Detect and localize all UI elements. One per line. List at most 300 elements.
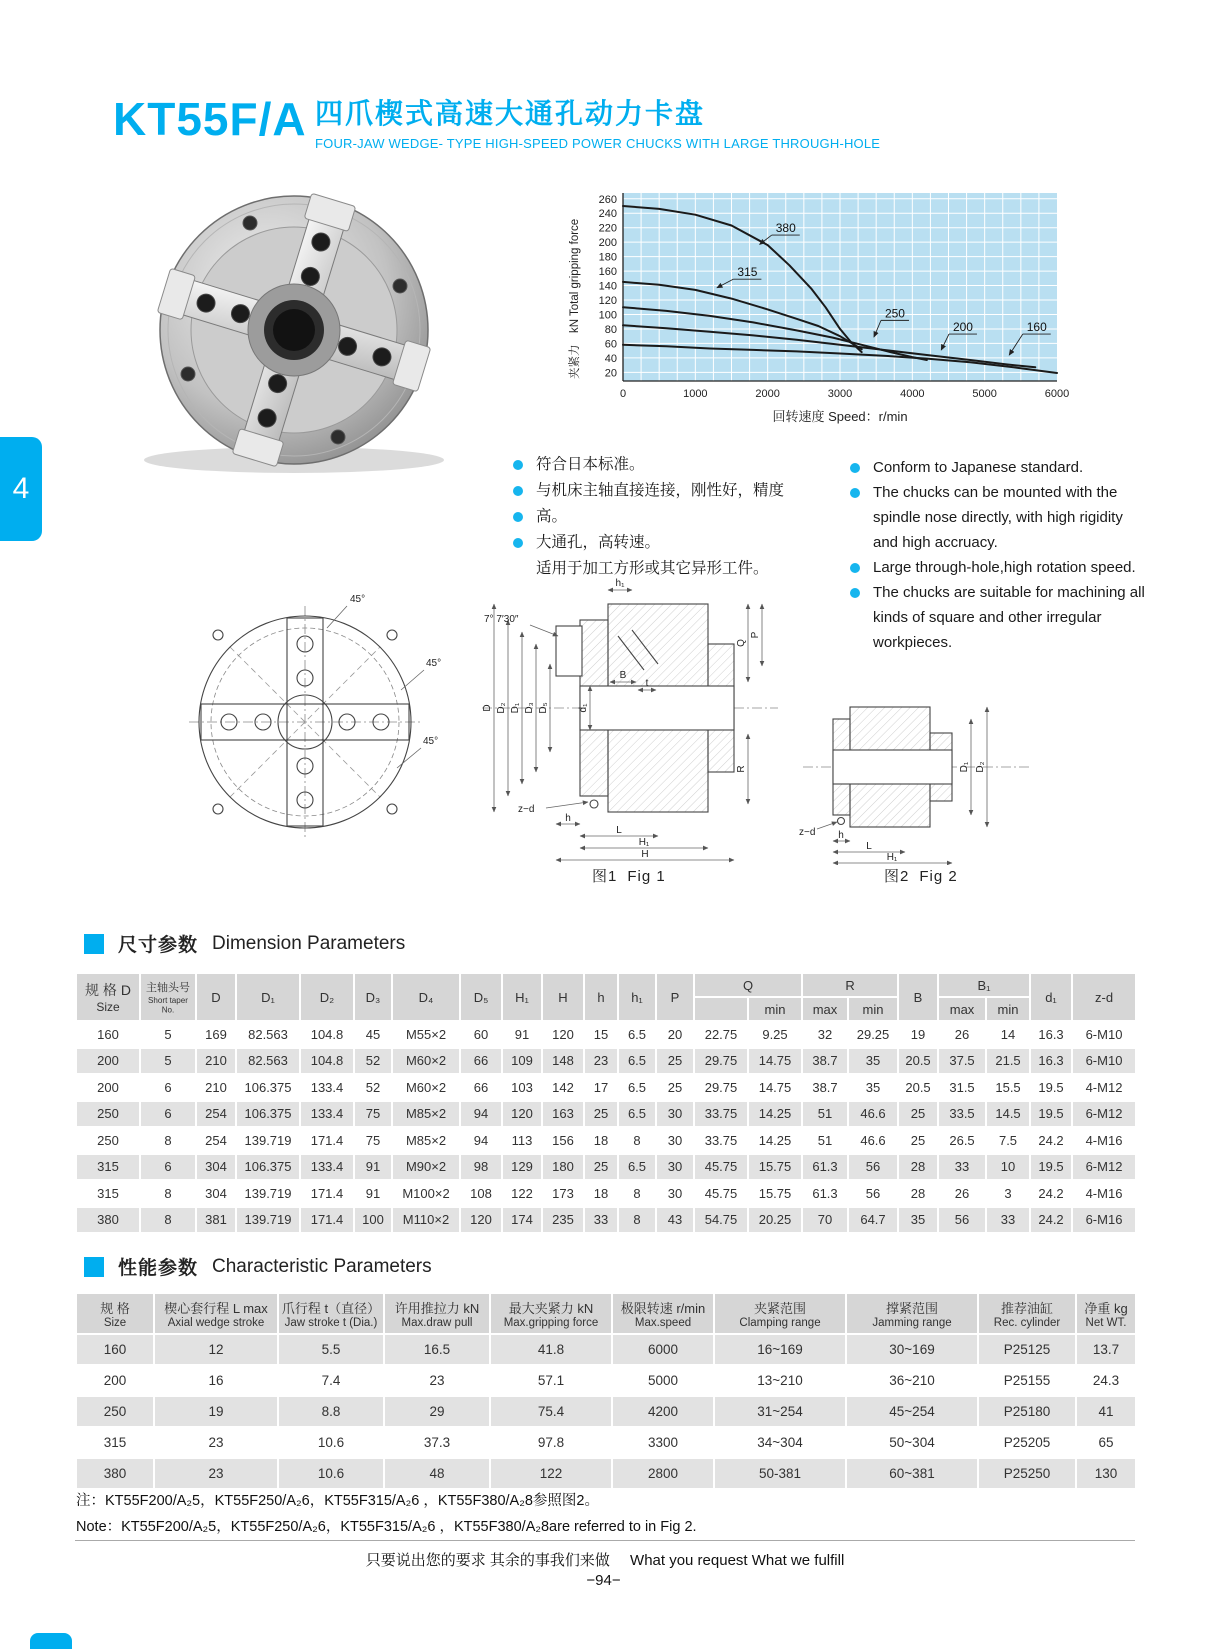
cell: 104.8 xyxy=(300,1021,354,1048)
cell: 18 xyxy=(584,1127,618,1154)
col-taper: 主轴头号 Short taper No. xyxy=(140,973,196,1021)
table-row xyxy=(76,1048,1136,1075)
cell: 180 xyxy=(542,1154,584,1181)
cell: 25 xyxy=(898,1127,938,1154)
page-number: −94− xyxy=(586,1572,621,1589)
cell: 31.5 xyxy=(938,1074,986,1101)
col-D5: D₅ xyxy=(460,973,502,1021)
cell: 50-381 xyxy=(714,1458,846,1489)
cell: 4-M16 xyxy=(1072,1180,1136,1207)
section-square-icon xyxy=(84,934,104,954)
fig1-D1: D₁ xyxy=(510,702,521,714)
feature-text: 适用于加工方形或其它异形工件。 xyxy=(536,560,769,577)
cell: 41 xyxy=(1076,1396,1136,1427)
col-D: D xyxy=(196,973,236,1021)
svg-text:250: 250 xyxy=(884,306,905,321)
column-header: 净重 kg Net WT. xyxy=(1076,1293,1136,1334)
cell: 60~381 xyxy=(846,1458,978,1489)
column-header: 楔心套行程 L max Axial wedge stroke xyxy=(154,1293,278,1334)
cell: 16.3 xyxy=(1030,1021,1072,1048)
col-B: B xyxy=(898,973,938,1021)
column-header: 许用推拉力 kN Max.draw pull xyxy=(384,1293,490,1334)
cell: 15.5 xyxy=(986,1074,1030,1101)
fig1-caption xyxy=(592,865,676,886)
svg-text:380: 380 xyxy=(775,221,796,236)
cell: 13~210 xyxy=(714,1365,846,1396)
fig2-L: L xyxy=(866,841,872,852)
cell: P25250 xyxy=(978,1458,1076,1489)
cell: 6.5 xyxy=(618,1021,656,1048)
cell: 46.6 xyxy=(848,1127,898,1154)
column-header: 最大夹紧力 kN Max.gripping force xyxy=(490,1293,612,1334)
cell: 35 xyxy=(848,1074,898,1101)
cell: 29.75 xyxy=(694,1048,748,1075)
note-cn: 注：KT55F200/A₂5，KT55F250/A₂6，KT55F315/A₂6 ，KT55F380/A₂8参照图2。 xyxy=(76,1493,599,1509)
cell: M90×2 xyxy=(392,1154,460,1181)
cell: 75 xyxy=(354,1101,392,1128)
cell: 30 xyxy=(656,1101,694,1128)
cell: 10.6 xyxy=(278,1427,384,1458)
cell: 18 xyxy=(584,1180,618,1207)
feature-item xyxy=(850,555,1145,580)
cell: 37.3 xyxy=(384,1427,490,1458)
fig2-h: h xyxy=(838,830,844,841)
cell: 5.5 xyxy=(278,1334,384,1365)
table-row xyxy=(76,1427,1136,1458)
table-row xyxy=(76,1101,1136,1128)
cell: 20.5 xyxy=(898,1074,938,1101)
cell: 6-M12 xyxy=(1072,1154,1136,1181)
chuck-image xyxy=(118,190,470,480)
cell: 25 xyxy=(898,1101,938,1128)
fig1-D2: D₂ xyxy=(496,702,507,714)
cell: 60 xyxy=(460,1021,502,1048)
cell: M60×2 xyxy=(392,1074,460,1101)
cell: 156 xyxy=(542,1127,584,1154)
svg-text:1000: 1000 xyxy=(683,388,708,400)
fig1-H: H xyxy=(641,849,649,860)
cell: 160 xyxy=(76,1021,140,1048)
cell: 45.75 xyxy=(694,1154,748,1181)
cell: 41.8 xyxy=(490,1334,612,1365)
cell: 54.75 xyxy=(694,1207,748,1234)
cell: 65 xyxy=(1076,1427,1136,1458)
cell: 200 xyxy=(76,1048,140,1075)
col-Q-group: Q xyxy=(694,973,802,997)
cell: 20.25 xyxy=(748,1207,802,1234)
feature-text: The chucks are suitable for machining all kinds of square and other irregular workpieces. xyxy=(873,584,1145,651)
cell: 7.5 xyxy=(986,1127,1030,1154)
fig1-angle: 7° 7′30″ xyxy=(484,614,519,625)
cell: 35 xyxy=(898,1207,938,1234)
cell: 25 xyxy=(656,1074,694,1101)
cell: 28 xyxy=(898,1180,938,1207)
cell: 14.25 xyxy=(748,1101,802,1128)
column-header: 规 格 Size xyxy=(76,1293,154,1334)
cell: 139.719 xyxy=(236,1127,300,1154)
cell: 82.563 xyxy=(236,1021,300,1048)
bullet-icon xyxy=(850,563,860,573)
cell: 14.75 xyxy=(748,1048,802,1075)
cell: 45~254 xyxy=(846,1396,978,1427)
cell: M85×2 xyxy=(392,1101,460,1128)
svg-text:160: 160 xyxy=(598,266,617,279)
feature-list-cn xyxy=(513,452,849,582)
cell: 29 xyxy=(384,1396,490,1427)
col-P: P xyxy=(656,973,694,1021)
bottom-corner-tab xyxy=(30,1633,72,1649)
cell: 23 xyxy=(384,1365,490,1396)
cell: 200 xyxy=(76,1365,154,1396)
cell: 26 xyxy=(938,1021,986,1048)
cell: 6-M12 xyxy=(1072,1101,1136,1128)
cell: 169 xyxy=(196,1021,236,1048)
angle-label-2: 45° xyxy=(426,658,442,669)
bullet-icon xyxy=(513,486,523,496)
cell: 142 xyxy=(542,1074,584,1101)
cell: 12 xyxy=(154,1334,278,1365)
cell: 100 xyxy=(354,1207,392,1234)
cell: 25 xyxy=(584,1154,618,1181)
col-D3: D₃ xyxy=(354,973,392,1021)
cell: 37.5 xyxy=(938,1048,986,1075)
feature-item xyxy=(513,530,849,556)
cell: 56 xyxy=(848,1180,898,1207)
cell: 250 xyxy=(76,1127,140,1154)
cell: 23 xyxy=(584,1048,618,1075)
cell: 133.4 xyxy=(300,1154,354,1181)
table-row xyxy=(76,1334,1136,1365)
cell: 129 xyxy=(502,1154,542,1181)
cell: 304 xyxy=(196,1180,236,1207)
feature-item xyxy=(850,455,1145,480)
title-chinese: 四爪楔式高速大通孔动力卡盘 xyxy=(315,98,706,129)
col-B1-max: max xyxy=(938,997,986,1021)
cell: 38.7 xyxy=(802,1048,848,1075)
cell: 250 xyxy=(76,1396,154,1427)
page-title xyxy=(315,92,880,151)
cell: 33.75 xyxy=(694,1127,748,1154)
svg-text:2000: 2000 xyxy=(755,388,780,400)
cell: 14.5 xyxy=(986,1101,1030,1128)
cell: 6 xyxy=(140,1154,196,1181)
feature-text: 与机床主轴直接连接，刚性好，精度 xyxy=(536,482,785,499)
cell: 8 xyxy=(140,1127,196,1154)
cell: P25205 xyxy=(978,1427,1076,1458)
col-H: H xyxy=(542,973,584,1021)
cell: 120 xyxy=(460,1207,502,1234)
x-axis-label: 回转速度 Speed：r/min xyxy=(772,409,908,424)
table-row xyxy=(76,1458,1136,1489)
svg-text:0: 0 xyxy=(619,388,627,400)
col-H1: H₁ xyxy=(502,973,542,1021)
svg-text:80: 80 xyxy=(604,323,617,336)
fig2-caption-en: Fig 2 xyxy=(919,868,958,885)
cell: 120 xyxy=(502,1101,542,1128)
fig1-D3: D₃ xyxy=(524,702,535,714)
svg-text:200: 200 xyxy=(952,320,973,335)
dimension-title-cn: 尺寸参数 xyxy=(118,935,199,956)
cell: 315 xyxy=(76,1154,140,1181)
feature-list-en xyxy=(850,455,1145,655)
fig1-h: h xyxy=(565,813,571,824)
cell: 4-M16 xyxy=(1072,1127,1136,1154)
svg-text:20: 20 xyxy=(604,367,617,380)
col-R-group: R xyxy=(802,973,898,997)
cell: 10 xyxy=(986,1154,1030,1181)
cell: 139.719 xyxy=(236,1207,300,1234)
fig1-H1: H₁ xyxy=(638,837,650,848)
cell: 14.25 xyxy=(748,1127,802,1154)
fig1-D5: D₅ xyxy=(538,702,549,714)
col-B1-min: min xyxy=(986,997,1030,1021)
front-view-drawing xyxy=(175,572,455,867)
fig2-H1: H₁ xyxy=(886,852,898,863)
cell: 66 xyxy=(460,1048,502,1075)
svg-text:3000: 3000 xyxy=(827,388,853,400)
bullet-icon xyxy=(513,512,523,522)
svg-text:160: 160 xyxy=(1026,320,1047,335)
cell: 15.75 xyxy=(748,1154,802,1181)
cell: 64.7 xyxy=(848,1207,898,1234)
cell: M55×2 xyxy=(392,1021,460,1048)
column-header: 夹紧范围 Clamping range xyxy=(714,1293,846,1334)
cell: 26 xyxy=(938,1180,986,1207)
col-D2: D₂ xyxy=(300,973,354,1021)
cell: 7.4 xyxy=(278,1365,384,1396)
dimension-table xyxy=(75,972,1137,1234)
cell: 16~169 xyxy=(714,1334,846,1365)
fig2-caption xyxy=(884,865,968,886)
angle-label-3: 45° xyxy=(423,736,439,747)
col-Q-blank xyxy=(694,997,748,1021)
cell: 130 xyxy=(1076,1458,1136,1489)
cell: 56 xyxy=(938,1207,986,1234)
cell: 315 xyxy=(76,1180,140,1207)
cell: M100×2 xyxy=(392,1180,460,1207)
cell: 34~304 xyxy=(714,1427,846,1458)
fig1-zd: z−d xyxy=(518,804,535,815)
cell: 91 xyxy=(354,1154,392,1181)
cell: 380 xyxy=(76,1207,140,1234)
cell: M60×2 xyxy=(392,1048,460,1075)
fig2-D1: D₁ xyxy=(959,761,970,773)
dimension-table-body xyxy=(76,1021,1136,1233)
col-Q-min: min xyxy=(748,997,802,1021)
cell: 51 xyxy=(802,1127,848,1154)
cell: 10.6 xyxy=(278,1458,384,1489)
cell: 6 xyxy=(140,1101,196,1128)
cell: P25155 xyxy=(978,1365,1076,1396)
cell: M110×2 xyxy=(392,1207,460,1234)
feature-item xyxy=(513,452,849,478)
cell: 174 xyxy=(502,1207,542,1234)
slogan-cn: 只要说出您的要求 其余的事我们来做 xyxy=(365,1552,610,1569)
cell: 22.75 xyxy=(694,1021,748,1048)
cell: 315 xyxy=(76,1427,154,1458)
cell: 70 xyxy=(802,1207,848,1234)
cell: 30 xyxy=(656,1180,694,1207)
svg-text:120: 120 xyxy=(598,295,617,308)
bullet-icon xyxy=(513,538,523,548)
cell: 171.4 xyxy=(300,1207,354,1234)
cell: 20.5 xyxy=(898,1048,938,1075)
cell: 28 xyxy=(898,1154,938,1181)
cell: 35 xyxy=(848,1048,898,1075)
bullet-icon xyxy=(850,463,860,473)
cell: 14 xyxy=(986,1021,1030,1048)
dimension-table-header xyxy=(76,973,1136,1021)
cell: 8.8 xyxy=(278,1396,384,1427)
svg-text:200: 200 xyxy=(598,237,617,250)
svg-text:100: 100 xyxy=(598,309,617,322)
svg-text:260: 260 xyxy=(598,193,617,206)
cell: 163 xyxy=(542,1101,584,1128)
cell: 61.3 xyxy=(802,1180,848,1207)
product-photo xyxy=(118,190,470,485)
notes xyxy=(76,1488,697,1540)
svg-text:220: 220 xyxy=(598,222,617,235)
cell: 29.25 xyxy=(848,1021,898,1048)
table-row xyxy=(76,1396,1136,1427)
cell: 122 xyxy=(502,1180,542,1207)
cell: 3300 xyxy=(612,1427,714,1458)
fig1-d1s: d₁ xyxy=(578,703,589,713)
fig2-D2: D₂ xyxy=(975,761,986,773)
col-h1: h₁ xyxy=(618,973,656,1021)
cell: 19.5 xyxy=(1030,1101,1072,1128)
cell: 381 xyxy=(196,1207,236,1234)
cell: 52 xyxy=(354,1074,392,1101)
cell: 5 xyxy=(140,1021,196,1048)
characteristic-table-body xyxy=(76,1334,1136,1489)
cell: 6.5 xyxy=(618,1101,656,1128)
cell: 8 xyxy=(140,1180,196,1207)
fig1-t: t xyxy=(645,678,649,689)
table-row xyxy=(76,1365,1136,1396)
cell: 23 xyxy=(154,1427,278,1458)
table-row xyxy=(76,1074,1136,1101)
angle-label-1: 45° xyxy=(350,594,366,605)
cell: 98 xyxy=(460,1154,502,1181)
column-header: 撑紧范围 Jamming range xyxy=(846,1293,978,1334)
table-row xyxy=(76,1021,1136,1048)
cell: 75.4 xyxy=(490,1396,612,1427)
col-d1s: d₁ xyxy=(1030,973,1072,1021)
cell: 24.3 xyxy=(1076,1365,1136,1396)
cell: 45 xyxy=(354,1021,392,1048)
cell: 104.8 xyxy=(300,1048,354,1075)
table-row xyxy=(76,1154,1136,1181)
cell: 24.2 xyxy=(1030,1180,1072,1207)
cell: 254 xyxy=(196,1127,236,1154)
cell: 4200 xyxy=(612,1396,714,1427)
table-row xyxy=(76,1207,1136,1234)
cell: 6.5 xyxy=(618,1074,656,1101)
col-size: 规 格 D Size xyxy=(76,973,140,1021)
fig1-caption-cn: 图1 xyxy=(592,868,618,885)
bullet-icon xyxy=(850,488,860,498)
characteristic-section-title xyxy=(84,1253,432,1280)
cell: 4-M12 xyxy=(1072,1074,1136,1101)
cell: 48 xyxy=(384,1458,490,1489)
cell: 75 xyxy=(354,1127,392,1154)
svg-text:40: 40 xyxy=(604,352,617,365)
cell: 24.2 xyxy=(1030,1207,1072,1234)
cell: 109 xyxy=(502,1048,542,1075)
column-header: 爪行程 t（直径） Jaw stroke t (Dia.) xyxy=(278,1293,384,1334)
cell: 122 xyxy=(490,1458,612,1489)
cell: 16 xyxy=(154,1365,278,1396)
cell: 23 xyxy=(154,1458,278,1489)
cell: P25125 xyxy=(978,1334,1076,1365)
cell: 19 xyxy=(898,1021,938,1048)
fig1-B: B xyxy=(619,670,627,681)
slogan-en: What you request What we fulfill xyxy=(630,1552,845,1569)
chapter-tab: 4 xyxy=(0,437,42,541)
cell: 8 xyxy=(140,1207,196,1234)
svg-text:5000: 5000 xyxy=(972,388,997,400)
col-R-max: max xyxy=(802,997,848,1021)
cell: 9.25 xyxy=(748,1021,802,1048)
gripping-force-chart xyxy=(565,183,1070,440)
cell: 17 xyxy=(584,1074,618,1101)
cell: 46.6 xyxy=(848,1101,898,1128)
cell: 106.375 xyxy=(236,1101,300,1128)
cell: 254 xyxy=(196,1101,236,1128)
cell: 6-M16 xyxy=(1072,1207,1136,1234)
cell: 31~254 xyxy=(714,1396,846,1427)
col-D1: D₁ xyxy=(236,973,300,1021)
cell: P25180 xyxy=(978,1396,1076,1427)
cell: 30 xyxy=(656,1127,694,1154)
fig1-L: L xyxy=(616,825,622,836)
cell: 148 xyxy=(542,1048,584,1075)
cell: 235 xyxy=(542,1207,584,1234)
characteristic-title-en: Characteristic Parameters xyxy=(212,1255,432,1277)
table-row xyxy=(76,1127,1136,1154)
cell: 15 xyxy=(584,1021,618,1048)
cell: 51 xyxy=(802,1101,848,1128)
dimension-section-title xyxy=(84,930,405,957)
cell: 8 xyxy=(618,1127,656,1154)
fig1-h1: h₁ xyxy=(615,578,625,589)
cell: 38.7 xyxy=(802,1074,848,1101)
cell: 8 xyxy=(618,1207,656,1234)
cell: 25 xyxy=(656,1048,694,1075)
cell: 171.4 xyxy=(300,1127,354,1154)
cell: M85×2 xyxy=(392,1127,460,1154)
cell: 8 xyxy=(618,1180,656,1207)
cell: 33 xyxy=(986,1207,1030,1234)
cell: 120 xyxy=(542,1021,584,1048)
cell: 16.3 xyxy=(1030,1048,1072,1075)
cell: 160 xyxy=(76,1334,154,1365)
svg-text:140: 140 xyxy=(598,280,617,293)
cell: 6.5 xyxy=(618,1154,656,1181)
cell: 36~210 xyxy=(846,1365,978,1396)
y-axis-label: 夹紧力 kN Total gripping force xyxy=(569,218,581,379)
cell: 106.375 xyxy=(236,1154,300,1181)
fig2-zd: z−d xyxy=(799,827,816,838)
feature-text: 高。 xyxy=(536,508,568,525)
cell: 304 xyxy=(196,1154,236,1181)
col-h: h xyxy=(584,973,618,1021)
cell: 6-M10 xyxy=(1072,1021,1136,1048)
feature-text: Conform to Japanese standard. xyxy=(873,459,1084,476)
cell: 43 xyxy=(656,1207,694,1234)
feature-text: 符合日本标准。 xyxy=(536,456,645,473)
